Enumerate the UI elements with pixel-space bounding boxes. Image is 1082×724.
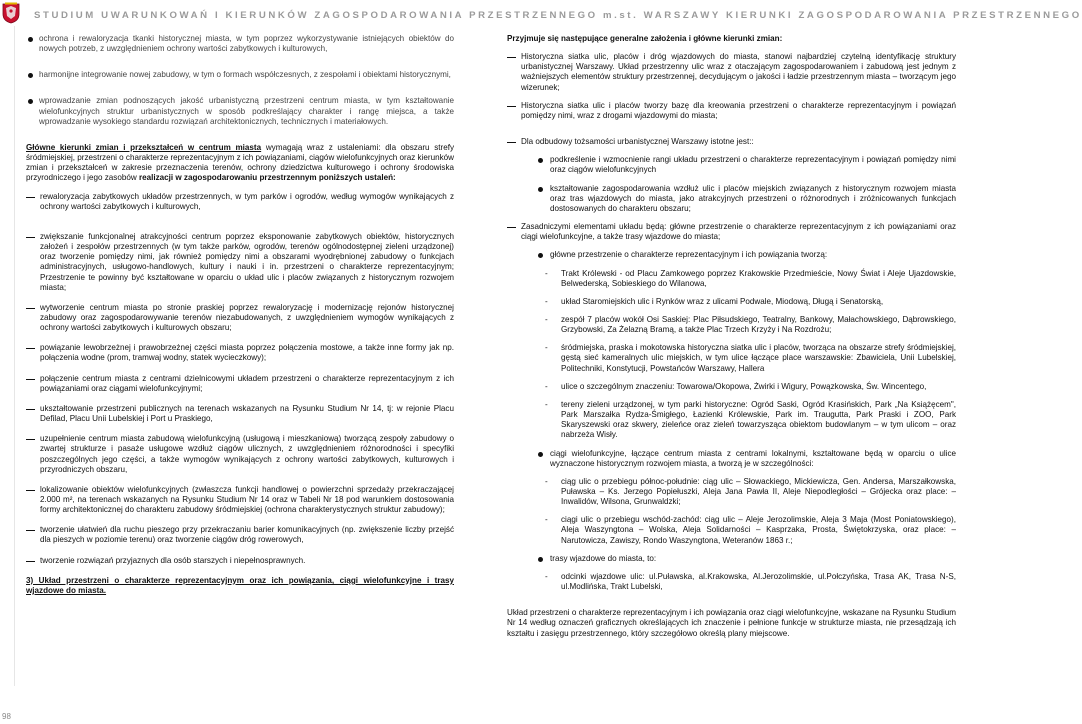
header-title: STUDIUM UWARUNKOWAŃ I KIERUNKÓW ZAGOSPODAROWANIA PRZESTRZENNEGO m.st. WARSZAWY KIERUNKI ZAGOSPODAROWANIA PRZESTRZENNEGO — [34, 10, 1082, 21]
bullet-item: główne przestrzenie o charakterze reprezentacyjnym i ich powiązania tworzą: — [507, 250, 956, 260]
dash-item: połączenie centrum miasta z centrami dzielnicowymi układem przestrzeni o charakterze reprezentacyjnym z ich powiązaniami oraz ciągami wielofunkcyjnymi; — [26, 374, 454, 394]
dash-item: powiązanie lewobrzeżnej i prawobrzeżnej części miasta poprzez połączenia mostowe, a także inne formy jak np. połączenia wodne (prom, tramwaj wodny, statek wycieczkowy); — [26, 343, 454, 363]
right-column — [507, 34, 956, 639]
bullet-item: ochrona i rewaloryzacja tkanki historycznej miasta, w tym poprzez wykorzystywanie istniejących obiektów do nowych potrzeb, z uwzględnieniem ochrony wartości zabytkowych i kulturowych, — [26, 34, 454, 54]
sub-item: - Trakt Królewski - od Placu Zamkowego poprzez Krakowskie Przedmieście, Nowy Świat i Aleje Ujazdowskie, Belwederską, Sobieskiego do Wilanowa, — [507, 269, 956, 289]
closing-paragraph: Układ przestrzeni o charakterze reprezentacyjnym i ich powiązania oraz ciągi wielofunkcyjne, wskazane na Rysunku Studium Nr 14 według oznaczeń graficznych określających ich znaczenie i pełnione funkcje w strukturze miasta, nie przesądzają ich kształtu i zasięgu przestrzennego, który szczegółowo określą plany miejscowe. — [507, 608, 956, 638]
section-heading-3: 3) Układ przestrzeni o charakterze reprezentacyjnym oraz ich powiązania, ciągi wielofunkcyjne i trasy wjazdowe do miasta. — [26, 575, 454, 595]
bullet-item: wprowadzanie zmian podnoszących jakość urbanistyczną przestrzeni centrum miasta, w tym kształtowanie wielofunkcyjnych struktur urbanistycznych w sposób podkreślający charakter i rangę miejsca, a także wprowadzanie wysokiego standardu rozwiązań architektonicznych, technicznych i materiałowych. — [26, 96, 454, 126]
bullet-item: trasy wjazdowe do miasta, to: — [507, 554, 956, 564]
dash-item: ukształtowanie przestrzeni publicznych na terenach wskazanych na Rysunku Studium Nr 14, tj: w rejonie Placu Defilad, Placu Unii Lubelskiej i Port u Praskiego, — [26, 404, 454, 424]
sub-item: - odcinki wjazdowe ulic: ul.Puławska, al.Krakowska, Al.Jerozolimskie, ul.Połczyńska, Trasa AK, Trasa N-S, ul.Modlińska, Trakt Lubelski, — [507, 572, 956, 592]
bullet-item: kształtowanie zagospodarowania wzdłuż ulic i placów miejskich związanych z historycznym rozwojem miasta oraz tras wjazdowych do miasta, jako atrakcyjnych przestrzeni o różnorodnych i zróżnicowanych funkcjach dostosowanych do charakteru obszaru; — [507, 184, 956, 214]
sub-item: - śródmiejska, praska i mokotowska historyczna siatka ulic i placów, tworząca na obszarze strefy śródmiejskiej, gęstą sieć kameralnych ulic miejskich, w tym ulice łączące place warszawskie: Zbawiciela, Unii Lubelskiej, Politechniki, Konstytucji, Powstańców Warszawy, Hallera — [507, 343, 956, 373]
sub-item: - ciąg ulic o przebiegu północ-południe: ciąg ulic – Słowackiego, Mickiewicza, Gen. Andersa, Marszałkowska, Puławska – Ks. Jerzego Popiełuszki, Aleja Jana Pawła II, Aleje Niepodległości – Grójecka oraz place: – Inwalidów, Wilsona, Grunwaldzki; — [507, 477, 956, 507]
dash-item: tworzenie ułatwień dla ruchu pieszego przy przekraczaniu barier komunikacyjnych (np. zwiększenie liczby przejść dla pieszych w poziomie terenu) oraz tworzenie ciągów dróg rowerowych, — [26, 525, 454, 545]
margin-line — [14, 26, 15, 686]
main-paragraph: Główne kierunki zmian i przekształceń w centrum miasta wymagają wraz z ustaleniami: dla obszaru strefy śródmiejskiej, przestrzeni o charakterze reprezentacyjnym z ich powiązaniami, ciągów wielofunkcyjnych oraz kierunków zmian i przekształceń w zakresie przeznaczenia terenów, ochrony dziedzictwa kulturowego i ochrony środowiska przyrodniczego i jego zasobów realizacji w zagospodarowaniu przestrzennym poniższych ustaleń: — [26, 142, 455, 183]
sub-item: - tereny zieleni urządzonej, w tym parki historyczne: Ogród Saski, Ogród Krasińskich, Park „Na Książęcem", Park Marszałka Rydza-Śmigłego, Łazienki Królewskie, Park im. Traugutta, Park Praski i ZOO, Park Skaryszewski oraz skwery, zieleńce oraz zieleń towarzysząca obiektom budowlanym – w tym ulicom – oraz nabrzeża Wisły. — [507, 400, 956, 441]
bullet-item: harmonijne integrowanie nowej zabudowy, w tym o formach współczesnych, z zespołami i obiektami historycznymi, — [26, 70, 454, 80]
sub-item: - układ Staromiejskich ulic i Rynków wraz z ulicami Podwale, Miodową, Długą i Senatorską, — [507, 297, 956, 307]
sub-item: - ciągi ulic o przebiegu wschód-zachód: ciąg ulic – Aleje Jerozolimskie, Aleja 3 Maja (Most Poniatowskiego), Aleja Waszyngtona – Wolska, Aleja Solidarności – Kasprzaka, Prosta, Świętokrzyska, oraz place: – Narutowicza, Zawiszy, Rondo Waszyngtona, Weteranów 1863 r.; — [507, 515, 956, 545]
paragraph-heading: Główne kierunki zmian i przekształceń w centrum miasta — [26, 142, 262, 152]
dash-item: zwiększanie funkcjonalnej atrakcyjności centrum poprzez eksponowanie zabytkowych obiektów, historycznych założeń i zespołów przestrzennych (w tym także parków, ogrodów, terenów ogólnodostępnej zieleni urządzonej) oraz tworzenie pomiędzy nimi, jak również pomiędzy nimi a obszarami wyodrębnionej zabudowy o funkcjach administracyjnych, usługowo-handlowych, kultury i nauki i in. przestrzeni o charakterze reprezentacyjnym; Przestrzenie te powinny być kształtowane w oparciu o układ ulic i placów związanych z historycznym rozwojem miasta; — [26, 232, 454, 293]
sub-item: - zespół 7 placów wokół Osi Saskiej: Plac Piłsudskiego, Teatralny, Bankowy, Małachowskiego, Dąbrowskiego, Grzybowski, Za Żelazną Bramą, a także Plac Trzech Krzyży i Na Rozdrożu; — [507, 315, 956, 335]
page-header — [0, 0, 1082, 26]
dash-item: Zasadniczymi elementami układu będą: główne przestrzenie o charakterze reprezentacyjnym z ich powiązaniami oraz ciągi wielofunkcyjne, a także trasy wjazdowe do miasta; — [507, 222, 956, 242]
left-column — [26, 34, 454, 596]
dash-item: uzupełnienie centrum miasta zabudową wielofunkcyjną (usługową i mieszkaniową) tworzącą zespoły zabudowy o zwartej strukturze i pasaże usługowe wzdłuż ciągów ulicznych, z uwzględnieniem różnorodności i specyfiki poszczególnych jego części, a także wymogów wynikających z ochrony wartości zabytkowych, kulturowych i przyrodniczych obszaru, — [26, 434, 454, 475]
dash-item: wytworzenie centrum miasta po stronie praskiej poprzez rewaloryzację i modernizację rejonów historycznej zabudowy oraz zagospodarowywanie terenów niezabudowanych, z uwzględnieniem wymogów wynikających z ochrony wartości zabytkowych i kulturowych obszaru; — [26, 303, 454, 333]
bullet-item: ciągi wielofunkcyjne, łączące centrum miasta z centrami lokalnymi, kształtowane będą w oparciu o ulice wyznaczone historycznym rozwojem miasta, a tworzą je w szczególności: — [507, 449, 956, 469]
section-heading: Przyjmuje się następujące generalne założenia i główne kierunki zmian: — [507, 34, 783, 43]
dash-item: rewaloryzacja zabytkowych układów przestrzennych, w tym parków i ogrodów, według wymogów wynikających z ochrony wartości zabytkowych i kulturowych, — [26, 192, 454, 212]
warsaw-coat-of-arms-icon — [2, 2, 20, 24]
dash-item: Historyczna siatka ulic, placów i dróg wjazdowych do miasta, stanowi najbardziej czytelną identyfikację struktury urbanistycznej Warszawy. Układ przestrzenny ulic wraz z otaczającym zagospodarowaniem i zabudową jest jednym z ważniejszych elementów struktury przestrzennej, decydującym o jakości i ładzie przestrzennym miasta – tworzącym jego wizerunek; — [507, 52, 956, 93]
sub-item: - ulice o szczególnym znaczeniu: Towarowa/Okopowa, Żwirki i Wigury, Powązkowska, Św. Wincentego, — [507, 382, 956, 392]
dash-item: lokalizowanie obiektów wielofunkcyjnych (zwłaszcza funkcji handlowej o powierzchni sprzedaży przekraczającej 2.000 m², na terenach wskazanych na Rysunku Studium Nr 14 oraz w Tabeli Nr 18 pod warunkiem dostosowania formy architektonicznej do charakteru zabudowy śródmiejskiej (ochrona charakterystycznych struktur zabudowy); — [26, 485, 454, 515]
page-number: 98 — [2, 712, 11, 721]
dash-item: Historyczna siatka ulic i placów tworzy bazę dla kreowania przestrzeni o charakterze reprezentacyjnym i powiązań pomiędzy nimi, wraz z drogami wjazdowymi do miasta; — [507, 101, 956, 121]
dash-item: tworzenie rozwiązań przyjaznych dla osób starszych i niepełnosprawnych. — [26, 556, 454, 566]
bullet-item: podkreślenie i wzmocnienie rangi układu przestrzeni o charakterze reprezentacyjnym i powiązań pomiędzy nimi oraz ciągów wielofunkcyjnych — [507, 155, 956, 175]
dash-item: Dla odbudowy tożsamości urbanistycznej Warszawy istotne jest:: — [507, 137, 956, 147]
